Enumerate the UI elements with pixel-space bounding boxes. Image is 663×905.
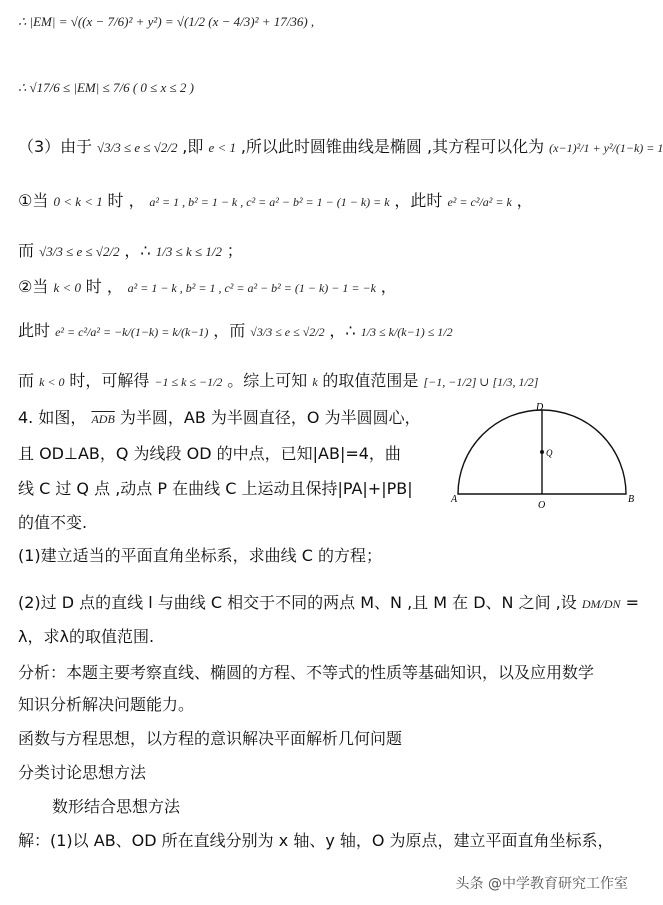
derivation-line-3: [18, 134, 663, 157]
inline-math: √3/3 ≤ e ≤ √2/2: [96, 140, 178, 155]
label-a: A: [451, 494, 458, 505]
inline-math: 1/3 ≤ k ≤ 1/2: [155, 244, 222, 259]
text: 而: [18, 241, 40, 260]
text: ，∴: [329, 321, 361, 340]
label-d: D: [536, 402, 544, 413]
inline-math: −1 ≤ k ≤ −1/2: [154, 375, 223, 389]
analysis-line-3: 函数与方程思想，以方程的意识解决平面解析几何问题: [18, 729, 403, 748]
text: ；: [226, 241, 243, 260]
text: 而: [18, 371, 40, 390]
inline-math: √3/3 ≤ e ≤ √2/2: [250, 325, 325, 339]
text: 为半圆，AB 为半圆直径，O 为半圆圆心，: [119, 408, 421, 427]
inline-math: k < 0: [39, 375, 65, 389]
problem-4-line-2: 且 OD⊥AB，Q 为线段 OD 的中点，已知|AB|=4，曲: [18, 444, 401, 463]
analysis-line-5: 数形结合思想方法: [52, 797, 181, 816]
question-2-line-2: λ，求λ的取值范围.: [18, 627, 155, 646]
case-2-line: [18, 274, 397, 297]
text: (2)过 D 点的直线 l 与曲线 C 相交于不同的两点 M、N ,且 M 在 D、N 之间 ,设: [18, 593, 582, 612]
case-1-line: [18, 188, 533, 211]
text: ①当: [18, 191, 54, 210]
text: 的取值范围是: [322, 371, 424, 390]
inline-math: 0 < k < 1: [53, 194, 103, 209]
label-o: O: [538, 500, 546, 511]
inline-math: e² = c²/a² = k: [447, 195, 512, 209]
text: =: [625, 593, 640, 612]
text: 此时: [18, 321, 56, 340]
label-q: Q: [546, 448, 553, 458]
case-1-range-line: [18, 238, 243, 261]
inline-math: k < 0: [53, 280, 81, 295]
text: 4. 如图，: [18, 408, 87, 427]
inline-math: 1/3 ≤ k/(k−1) ≤ 1/2: [360, 325, 453, 339]
text: ，: [516, 191, 533, 210]
question-2-line-1: [18, 590, 639, 613]
analysis-line-4: 分类讨论思想方法: [18, 763, 147, 782]
analysis-line-2: 知识分析解决问题能力。: [18, 695, 195, 714]
text: ,即: [182, 137, 209, 156]
text: ,所以此时圆锥曲线是椭圆 ,其方程可以化为: [240, 137, 550, 156]
inline-math: e² = c²/a² = −k/(1−k) = k/(k−1): [55, 325, 209, 339]
text: ②当: [18, 277, 54, 296]
inline-math: a² = 1 − k , b² = 1 , c² = a² − b² = (1 − k) − 1 = −k: [127, 281, 376, 295]
watermark: 头条 @中学教育研究工作室: [455, 876, 628, 892]
text: ，∴: [124, 241, 156, 260]
inline-math: k: [312, 375, 318, 389]
question-1: (1)建立适当的平面直角坐标系，求曲线 C 的方程；: [18, 546, 383, 565]
problem-4-line-4: 的值不变.: [18, 513, 88, 532]
arc-label: $\overline{ADB}$: [91, 412, 115, 426]
text: 。综上可知: [227, 371, 313, 390]
text: （3）由于: [18, 137, 93, 156]
inline-math: e < 1: [208, 140, 237, 155]
inline-math: a² = 1 , b² = 1 − k , c² = a² − b² = 1 − (1 − k) = k: [149, 195, 390, 209]
problem-4-line-3: 线 C 过 Q 点 ,动点 P 在曲线 C 上运动且保持|PA|+|PB|: [18, 479, 413, 498]
semicircle-diagram: [448, 402, 636, 510]
inline-math: √3/3 ≤ e ≤ √2/2: [39, 244, 120, 259]
case-2-range-line: [18, 318, 453, 341]
derivation-line-2: ∴ √17/6 ≤ |EM| ≤ 7/6 ( 0 ≤ x ≤ 2 ): [18, 80, 195, 95]
point-q: [540, 450, 544, 454]
problem-4-line-1: [18, 405, 421, 428]
text: ，此时: [394, 191, 448, 210]
label-b: B: [628, 494, 635, 505]
text: ，而: [213, 321, 251, 340]
text: 时 ，: [107, 191, 145, 210]
inline-math: [−1, −1/2] ∪ [1/3, 1/2]: [423, 375, 539, 389]
text: ，: [380, 277, 397, 296]
inline-math: (x−1)²/1 + y²/(1−k) = 1: [549, 141, 663, 155]
text: 时 ，: [85, 277, 123, 296]
analysis-line-1: 分析：本题主要考察直线、椭圆的方程、不等式的性质等基础知识，以及应用数学: [18, 663, 595, 682]
inline-math: DM/DN: [581, 597, 621, 611]
solution-line: 解：(1)以 AB、OD 所在直线分别为 x 轴、y 轴，O 为原点，建立平面直角坐标系，: [18, 831, 614, 850]
derivation-line-1: ∴ |EM| = √((x − 7/6)² + y²) = √(1/2 (x − 4/3)² + 17/36) ,: [18, 14, 315, 29]
conclusion-line: [18, 368, 538, 391]
text: 时，可解得: [69, 371, 155, 390]
